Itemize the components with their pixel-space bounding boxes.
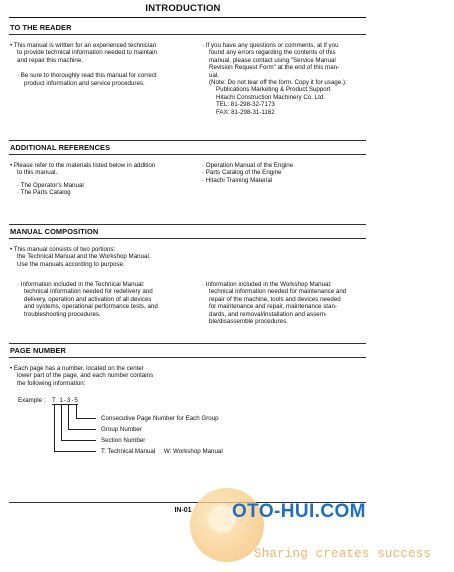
connector-line — [54, 451, 96, 452]
section-rule — [9, 154, 366, 155]
section-heading-composition: MANUAL COMPOSITION — [10, 227, 99, 236]
text-line: found any errors regarding the contents of this — [209, 49, 336, 57]
text-line: · Information included in the Workshop Manual: — [202, 281, 332, 288]
connector-line — [61, 440, 96, 441]
text-line: product information and service procedures. — [24, 79, 145, 87]
text-line: · Information included in the Technical Manual: — [17, 281, 145, 288]
example-underline — [52, 404, 78, 405]
reference-item: · The Operator's Manual — [17, 181, 84, 189]
reader-right-text — [202, 42, 347, 116]
references-left-text — [10, 162, 155, 197]
text-line: • This manual consists of two portions: — [10, 246, 116, 253]
connector-line — [54, 405, 55, 451]
text-line: technical information needed for maintenance and — [209, 288, 347, 296]
text-line: • This manual is written for an experienced technician — [10, 42, 157, 49]
footer-page-number: IN-01 — [174, 507, 192, 514]
reference-item: · Operation Manual of the Engine — [202, 162, 294, 169]
composition-right-text — [202, 281, 346, 325]
reference-item: · Hitachi Training Material — [202, 176, 273, 184]
text-line: and repair this machine. — [17, 56, 84, 64]
references-right-text — [202, 162, 293, 184]
text-line: troubleshooting procedures. — [24, 310, 101, 318]
text-line: lower part of the page, and each number contains — [17, 372, 154, 380]
reader-left-text — [10, 42, 157, 87]
text-line: repair of the machine, tools and devices needed — [209, 295, 341, 303]
composition-left-text — [17, 281, 158, 318]
contact-tel: TEL: 81-298-32-7173 — [216, 101, 275, 109]
section-rule — [9, 238, 366, 239]
text-line: · Be sure to thoroughly read this manual for correct — [17, 72, 157, 80]
section-rule — [9, 140, 366, 141]
watermark-logo: OTO-HUI.COM — [232, 501, 366, 522]
text-line: to this manual. — [17, 169, 58, 177]
reference-item: · The Parts Catalog — [17, 189, 71, 197]
text-line: and systems, operational performance tests, and — [24, 303, 158, 311]
text-line: · If you have any questions or comments, at if you — [202, 42, 339, 49]
section-rule — [9, 357, 366, 358]
text-line: • Each page has a number, located on the center — [10, 365, 144, 372]
text-line: manual, please contact using "Service Manual — [209, 56, 336, 64]
text-line: the Technical Manual and the Workshop Manual. — [17, 253, 151, 261]
page-number-intro — [10, 365, 153, 387]
reference-item: · Parts Catalog of the Engine — [202, 169, 282, 177]
connector-line — [76, 418, 96, 419]
section-heading-page-number: PAGE NUMBER — [10, 346, 66, 355]
text-line: for maintenance and repair, maintenance stan- — [209, 303, 337, 311]
text-line: technical information needed for redelivery and — [24, 288, 153, 296]
connector-line — [68, 429, 96, 430]
text-line: delivery, operation and activation of all devices — [24, 295, 152, 303]
section-heading-reader: TO THE READER — [10, 23, 72, 32]
contact-company: Hitachi Construction Machinery Co. Ltd. — [216, 93, 326, 101]
section-rule — [9, 343, 366, 344]
text-line: dards, and removal/installation and assem- — [209, 310, 327, 318]
contact-fax: FAX: 81-298-31-1162 — [216, 108, 275, 116]
text-line: ble/disassemble procedures. — [209, 318, 288, 326]
legend-page-number: Consecutive Page Number for Each Group — [101, 415, 219, 422]
example-label: Example : — [18, 397, 46, 404]
section-heading-references: ADDITIONAL REFERENCES — [10, 143, 111, 152]
title-rule — [9, 17, 366, 18]
contact-name: Publications Marketing & Product Support — [216, 86, 331, 94]
watermark-tagline: Sharing creates success — [254, 547, 432, 561]
example-code: T 1-3-5 — [52, 397, 79, 404]
text-line: Use the manuals according to purpose. — [17, 260, 125, 268]
text-line: the following information: — [17, 379, 86, 387]
section-rule — [9, 34, 366, 35]
text-line: (Note: Do not tear off the form. Copy it for usage.): — [209, 79, 347, 87]
legend-manual-type: T: Technical Manual W: Workshop Manual — [101, 448, 223, 455]
connector-line — [61, 405, 62, 440]
connector-line — [68, 405, 69, 429]
section-rule — [9, 224, 366, 225]
legend-section-number: Section Number — [101, 437, 146, 444]
composition-intro — [10, 246, 151, 268]
text-line: Revision Request Form" at the end of this man- — [209, 64, 340, 72]
connector-line — [76, 405, 77, 418]
text-line: ual. — [209, 71, 219, 79]
page-title: INTRODUCTION — [145, 3, 221, 14]
legend-group-number: Group Number — [101, 426, 142, 433]
text-line: to provide technical information needed to maintain — [17, 49, 157, 57]
text-line: • Please refer to the materials listed below in addition — [10, 162, 156, 169]
